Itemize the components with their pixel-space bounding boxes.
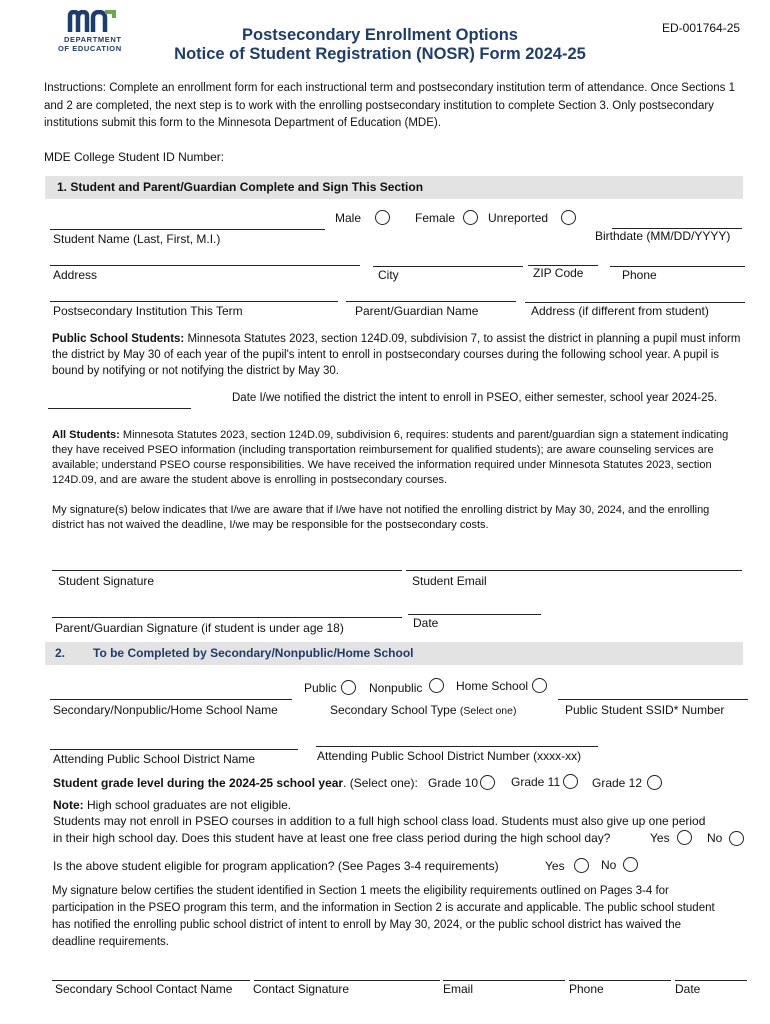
date-notified-field[interactable]	[48, 408, 191, 409]
city-field[interactable]	[373, 266, 523, 267]
contact-phone-label: Phone	[569, 982, 604, 996]
contact-signature-field[interactable]	[254, 980, 440, 981]
free-period-no-label: No	[707, 831, 723, 845]
parent-signature-field[interactable]	[52, 617, 402, 618]
student-name-field[interactable]	[50, 229, 325, 230]
mde-id-label: MDE College Student ID Number:	[44, 150, 225, 164]
eligible-yes-radio[interactable]	[574, 858, 589, 873]
section1-title: 1. Student and Parent/Guardian Complete and Sign This Section	[57, 180, 424, 194]
all-students-label: All Students:	[52, 429, 120, 441]
nonpublic-label: Nonpublic	[369, 681, 423, 695]
district-name-label: Attending Public School District Name	[53, 752, 256, 766]
mde-logo	[58, 10, 128, 54]
free-period-yes-radio[interactable]	[677, 830, 692, 845]
school-name-field[interactable]	[50, 699, 292, 700]
date-notified-label: Date I/we notified the district the intent to enroll in PSEO, either semester, school year 2024-25.	[232, 392, 718, 404]
contact-email-label: Email	[443, 982, 474, 996]
enroll-text-line1: Students may not enroll in PSEO courses in addition to a full high school class load. Students must also give up one period	[53, 814, 706, 828]
grade11-label: Grade 11	[511, 775, 561, 789]
form-code: ED-001764-25	[662, 21, 741, 35]
school-type-label	[330, 703, 517, 717]
logo-text-line1: DEPARTMENT	[64, 35, 122, 44]
female-radio[interactable]	[463, 210, 478, 225]
grade-select-hint: . (Select one):	[343, 776, 418, 790]
student-signature-label: Student Signature	[58, 574, 155, 588]
grade-level-question	[53, 776, 418, 790]
school-name-label: Secondary/Nonpublic/Home School Name	[53, 703, 278, 717]
district-number-label: Attending Public School District Number (xxxx-xx)	[317, 749, 582, 763]
all-students-paragraph	[52, 428, 744, 488]
parent-signature-label: Parent/Guardian Signature (if student is under age 18)	[55, 621, 344, 635]
contact-name-label: Secondary School Contact Name	[55, 982, 233, 996]
public-radio[interactable]	[341, 680, 356, 695]
student-name-label: Student Name (Last, First, M.I.)	[53, 232, 221, 246]
form-title-line2: Notice of Student Registration (NOSR) Form 2024-25	[174, 45, 586, 63]
school-type-text: Secondary School Type	[330, 703, 457, 717]
institution-label: Postsecondary Institution This Term	[53, 304, 243, 318]
nonpublic-radio[interactable]	[429, 678, 444, 693]
parent-name-label: Parent/Guardian Name	[355, 304, 479, 318]
section1-date-label: Date	[413, 616, 439, 630]
male-label: Male	[335, 211, 362, 225]
section1-header	[45, 176, 743, 199]
contact-signature-label: Contact Signature	[253, 982, 350, 996]
grade12-radio[interactable]	[647, 775, 662, 790]
student-email-label: Student Email	[412, 574, 487, 588]
public-label: Public	[304, 681, 337, 695]
note-label: Note:	[53, 798, 84, 812]
phone-label: Phone	[622, 268, 657, 282]
select-one-hint: (Select one)	[459, 705, 517, 717]
student-email-field[interactable]	[406, 570, 742, 571]
address-field[interactable]	[50, 265, 360, 266]
parent-name-field[interactable]	[346, 301, 516, 302]
zip-label: ZIP Code	[533, 266, 584, 280]
public-school-label: Public School Students:	[52, 333, 185, 345]
grade-level-label: Student grade level during the 2024-25 school year	[53, 776, 344, 790]
logo-text-line2: OF EDUCATION	[58, 44, 122, 53]
parent-address-field[interactable]	[525, 302, 745, 303]
contact-phone-field[interactable]	[569, 980, 671, 981]
unreported-radio[interactable]	[561, 210, 576, 225]
certify-paragraph: My signature below certifies the student identified in Section 1 meets the eligibility requirements outlined on Pages 3-4 for participation in the PSEO program this term, and the information in Section 2 is accurate and applicable. The public school student has notified the enrolling public school district of intent to enroll by May 30, 2024, or the public school district has waived the deadline requirements.	[52, 885, 715, 948]
ssid-label: Public Student SSID* Number	[565, 703, 725, 717]
eligible-no-label: No	[601, 858, 617, 872]
phone-field[interactable]	[610, 266, 745, 267]
signature-notice: My signature(s) below indicates that I/we are aware that if I/we have not notified the enrolling district by May 30, 2024, and the enrolling district has not waived the deadline, I/we may be responsible for the postsecondary costs.	[52, 504, 710, 531]
contact-name-field[interactable]	[52, 980, 250, 981]
female-label: Female	[415, 211, 456, 225]
public-school-paragraph	[52, 331, 752, 379]
contact-date-field[interactable]	[675, 980, 747, 981]
all-students-text: Minnesota Statutes 2023, section 124D.09, subdivision 6, requires: students and parent/guardian sign a statement indicating they have received PSEO information (including transportation reimbursement for qualified students); are aware counseling services are available; understand PSEO course responsibilities. We have received the information required under Minnesota Statutes 2023, section 124D.09, and are aware the student above is enrolling in postsecondary courses.	[52, 429, 729, 486]
contact-email-field[interactable]	[443, 980, 565, 981]
instructions-text: Instructions: Complete an enrollment form for each instructional term and postsecondary institution term of attendance. Once Sections 1 and 2 are completed, the next step is to work with the enrolling postsecondary institution to complete Section 3. Only postsecondary institutions submit this form to the Minnesota Department of Education (MDE).	[44, 82, 735, 129]
ssid-field[interactable]	[558, 699, 748, 700]
institution-field[interactable]	[50, 301, 338, 302]
grade10-radio[interactable]	[480, 775, 495, 790]
contact-date-label: Date	[675, 982, 701, 996]
note-line	[53, 798, 291, 812]
home-school-label: Home School	[456, 679, 529, 693]
free-period-no-radio[interactable]	[729, 831, 744, 846]
grade10-label: Grade 10	[428, 776, 479, 790]
district-name-field[interactable]	[50, 749, 298, 750]
student-signature-field[interactable]	[52, 570, 402, 571]
free-period-yes-label: Yes	[650, 831, 670, 845]
parent-address-label: Address (if different from student)	[531, 304, 709, 318]
section2-number: 2.	[55, 646, 66, 660]
city-label: City	[378, 268, 399, 282]
section2-header	[45, 642, 743, 665]
male-radio[interactable]	[375, 210, 390, 225]
section1-date-field[interactable]	[408, 614, 541, 615]
form-title-line1: Postsecondary Enrollment Options	[242, 26, 518, 44]
district-number-field[interactable]	[316, 746, 598, 747]
grade11-radio[interactable]	[563, 774, 578, 789]
public-school-text: Minnesota Statutes 2023, section 124D.09, subdivision 7, to assist the district in planning a pupil must inform the district by May 30 of each year of the pupil's intent to enroll in postsecondary courses during the following school year. A pupil is bound by notifying or not notifying the district by May 30.	[52, 333, 741, 377]
grade12-label: Grade 12	[592, 776, 643, 790]
eligible-yes-label: Yes	[545, 859, 565, 873]
eligible-question: Is the above student eligible for program application? (See Pages 3-4 requirements)	[53, 859, 499, 873]
note-text: High school graduates are not eligible.	[83, 798, 292, 812]
birthdate-label: Birthdate (MM/DD/YYYY)	[595, 229, 731, 243]
unreported-label: Unreported	[488, 211, 549, 225]
home-school-radio[interactable]	[532, 678, 547, 693]
mn-logo-icon	[58, 10, 128, 34]
section2-title: To be Completed by Secondary/Nonpublic/Home School	[93, 646, 414, 660]
address-label: Address	[53, 268, 98, 282]
enroll-text-line2: in their high school day. Does this student have at least one free class period during the high school day?	[53, 831, 611, 845]
eligible-no-radio[interactable]	[623, 857, 638, 872]
